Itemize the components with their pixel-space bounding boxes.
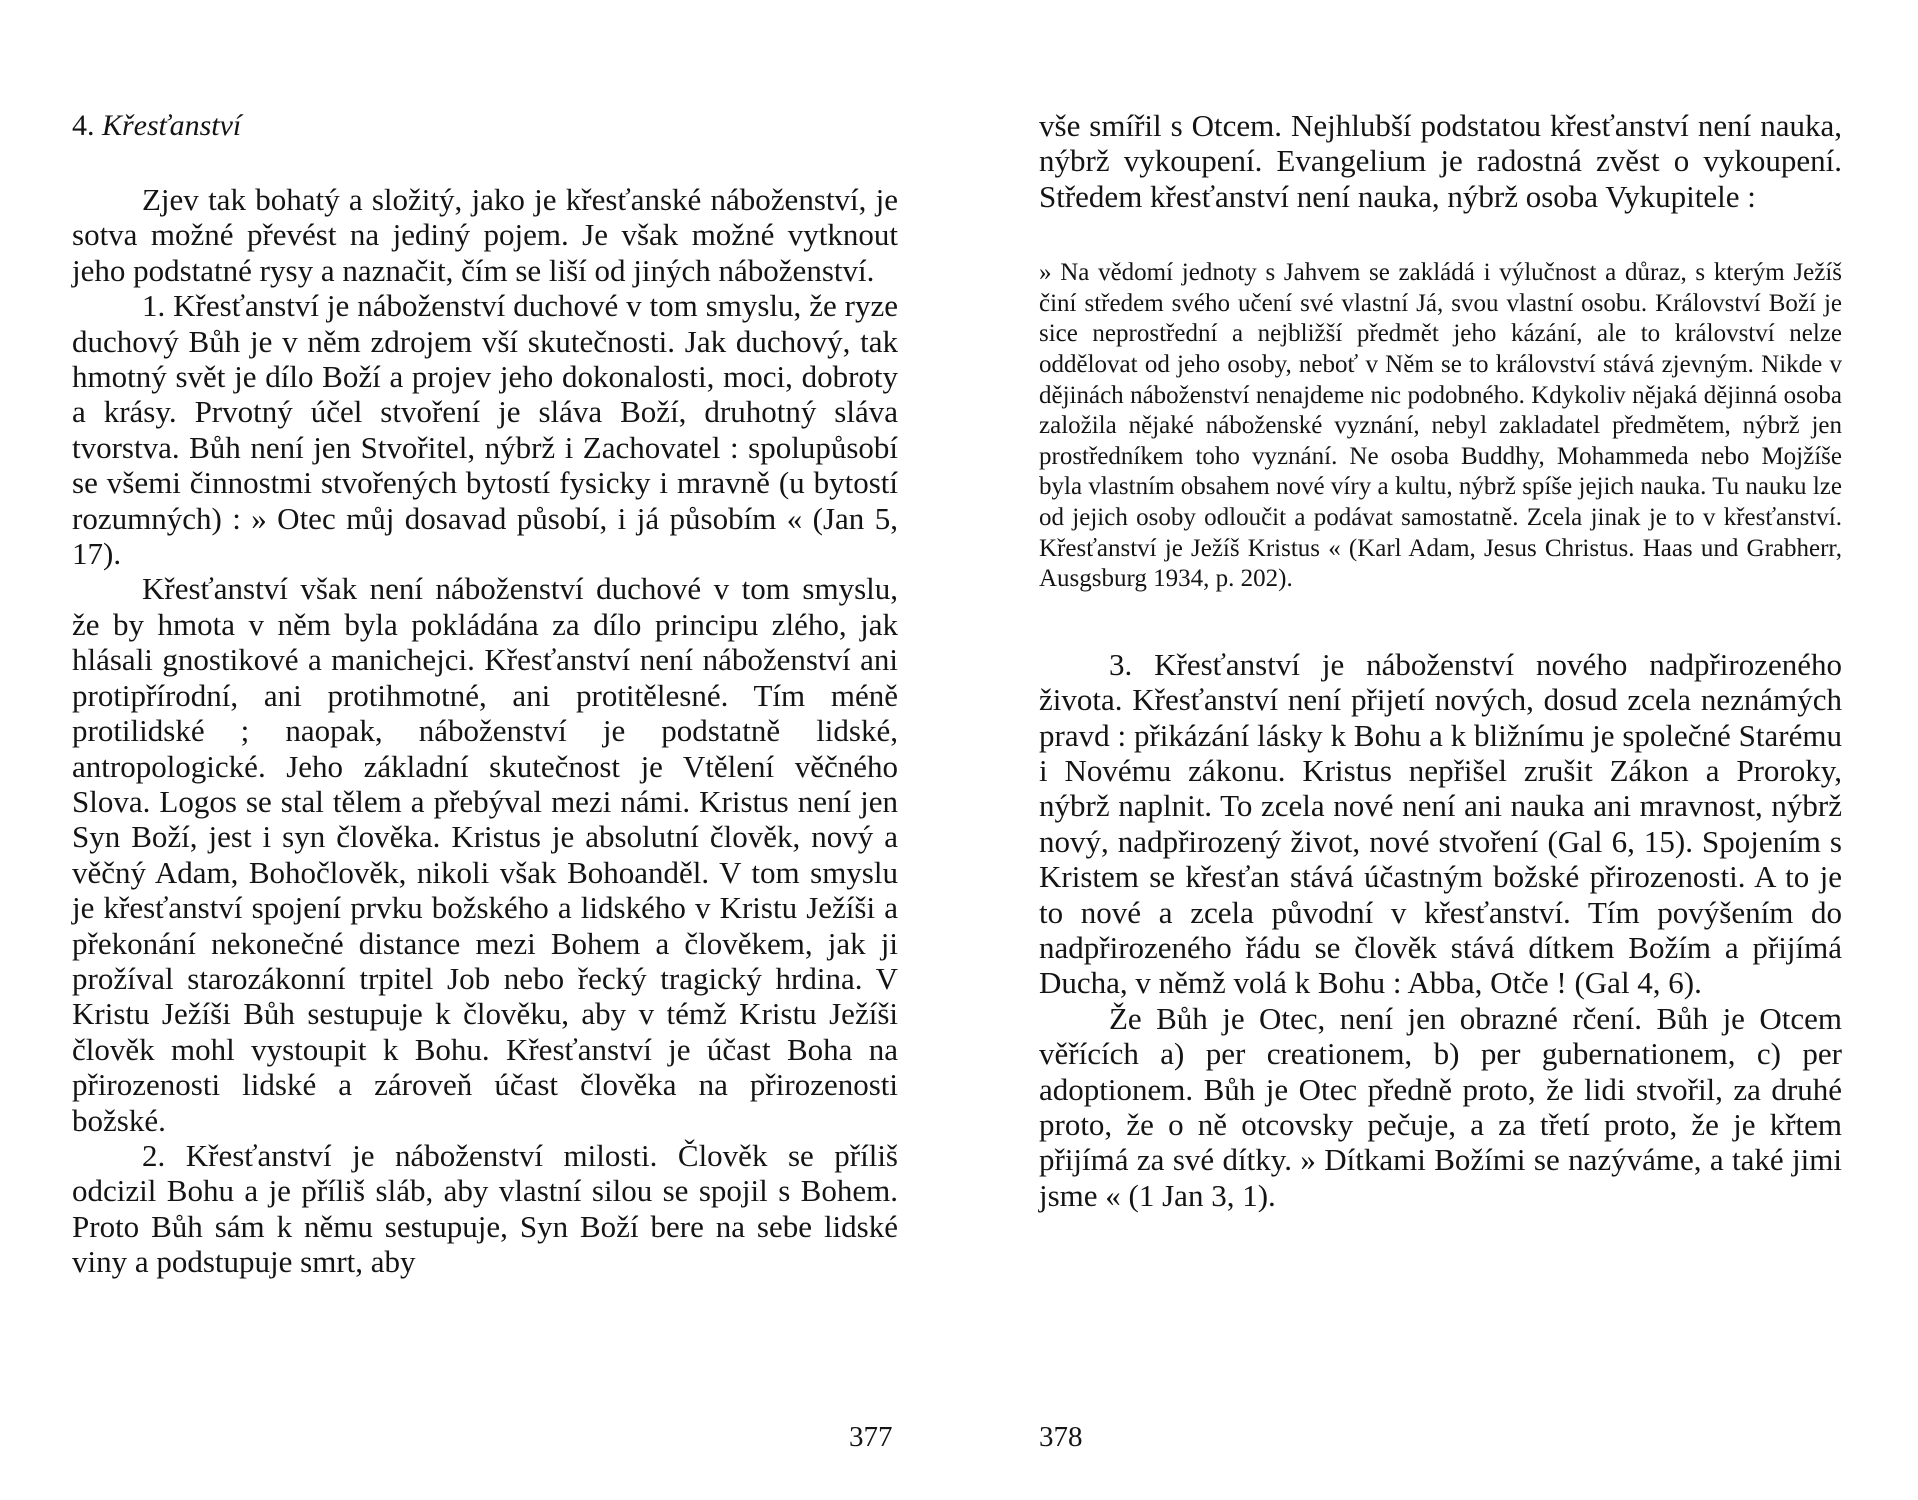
section-heading xyxy=(72,108,898,144)
right-text-column xyxy=(1039,108,1842,1213)
paragraph-point-1-continued: Křesťanství však není náboženství duchové v tom smyslu, že by hmota v něm byla pokládána za dílo principu zlého, jak hlásali gnostikové a manichejci. Křesťanství není náboženství ani protipřírodní, ani protihmotné, ani protitělesné. Tím méně protilidské ; naopak, náboženství je podstatně lidské, antropologické. Jeho základní skutečnost je Vtělení věčného Slova. Logos se stal tělem a přebýval mezi námi. Kristus není jen Syn Boží, jest i syn člověka. Kristus je absolutní člověk, nový a věčný Adam, Bohočlověk, nikoli však Bohoanděl. V tom smyslu je křesťanství spojení prvku božského a lidského v Kristu Ježíši a překonání nekonečné distance mezi Bohem a člověkem, jak ji prožíval starozákonní trpitel Job nebo řecký tragický hrdina. V Kristu Ježíši Bůh sestupuje k člověku, aby v témž Kristu Ježíši člověk mohl vystoupit k Bohu. Křesťanství je účast Boha na přirozenosti lidské a zároveň účast člověka na přirozenosti božské. xyxy=(72,571,898,1138)
page-number-left: 377 xyxy=(849,1421,893,1453)
paragraph-point-3: 3. Křesťanství je náboženství nového nadpřirozeného života. Křesťanství není přijetí nových, dosud zcela neznámých pravd : přikázání lásky k Bohu a k bližnímu je společné Starému i Novému zákonu. Kristus nepřišel zrušit Zákon a Proroky, nýbrž naplnit. To zcela nové není ani nauka ani mravnost, nýbrž nový, nadpřirozený život, nové stvoření (Gal 6, 15). Spojením s Kristem se křesťan stává účastným božské přirozenosti. A to je to nové a zcela původní v křesťanství. Tím povýšením do nadpřirozeného řádu se člověk stává dítkem Božím a přijímá Ducha, v němž volá k Bohu : Abba, Otče ! (Gal 4, 6). xyxy=(1039,646,1842,1001)
paragraph-father: Že Bůh je Otec, není jen obrazné rčení. Bůh je Otcem věřících a) per creationem, b) per gubernationem, c) per adoptionem. Bůh je Otec předně proto, že lidi stvořil, za druhé proto, že o ně otcovsky pečuje, a za třetí proto, že je křtem přijímá za své dítky. » Dítkami Božími se nazýváme, a také jimi jsme « (1 Jan 3, 1). xyxy=(1039,1000,1842,1213)
right-page xyxy=(959,0,1918,1500)
left-text-column xyxy=(72,108,898,1280)
paragraph-continued: vše smířil s Otcem. Nejhlubší podstatou křesťanství není nauka, nýbrž vykoupení. Evangelium je radostná zvěst o vykoupení. Středem křesťanství není nauka, nýbrž osoba Vykupitele : xyxy=(1039,108,1842,214)
section-number: 4. xyxy=(72,109,95,142)
paragraph-intro: Zjev tak bohatý a složitý, jako je křesťanské náboženství, je sotva možné převést na jediný pojem. Je však možné vytknout jeho podstatné rysy a naznačit, čím se liší od jiných náboženství. xyxy=(72,182,898,288)
section-title: Křesťanství xyxy=(102,109,242,142)
block-quote: » Na vědomí jednoty s Jahvem se zakládá i výlučnost a důraz, s kterým Ježíš činí středem svého učení své vlastní Já, svou vlastní osobu. Království Boží je sice neprostřední a nejbližší předmět jeho kázání, ale to království nelze oddělovat od jeho osoby, neboť v Něm se to království stává zjevným. Nikde v dějinách náboženství nenajdeme nic podobného. Kdykoliv nějaká dějinná osoba založila nějaké náboženské vyznání, nebyl zakladatel předmětem, nýbrž jen prostředníkem toho vyznání. Ne osoba Buddhy, Mohammeda nebo Mojžíše byla vlastním obsahem nové víry a kultu, nýbrž spíše jejich nauka. Tu nauku lze od jejich osoby odloučit a podávat samostatně. Zcela jinak je to v křesťanství. Křesťanství je Ježíš Kristus « (Karl Adam, Jesus Christus. Haas und Grabherr, Ausgsburg 1934, p. 202). xyxy=(1039,259,1842,593)
paragraph-point-2: 2. Křesťanství je náboženství milosti. Člověk se příliš odcizil Bohu a je příliš sláb, aby vlastní silou se spojil s Bohem. Proto Bůh sám k němu sestupuje, Syn Boží bere na sebe lidské viny a podstupuje smrt, aby xyxy=(72,1137,898,1280)
paragraph-point-1: 1. Křesťanství je náboženství duchové v tom smyslu, že ryze duchový Bůh je v něm zdrojem vší skutečnosti. Jak duchový, tak hmotný svět je dílo Boží a projev jeho dokonalosti, moci, dobroty a krásy. Prvotný účel stvoření je sláva Boží, druhotný sláva tvorstva. Bůh není jen Stvořitel, nýbrž i Zachovatel : spolupůsobí se všemi činnostmi stvořených bytostí fysicky i mravně (u bytostí rozumných) : » Otec můj dosavad působí, i já působím « (Jan 5, 17). xyxy=(72,288,898,572)
page-number-right: 378 xyxy=(1039,1421,1083,1453)
